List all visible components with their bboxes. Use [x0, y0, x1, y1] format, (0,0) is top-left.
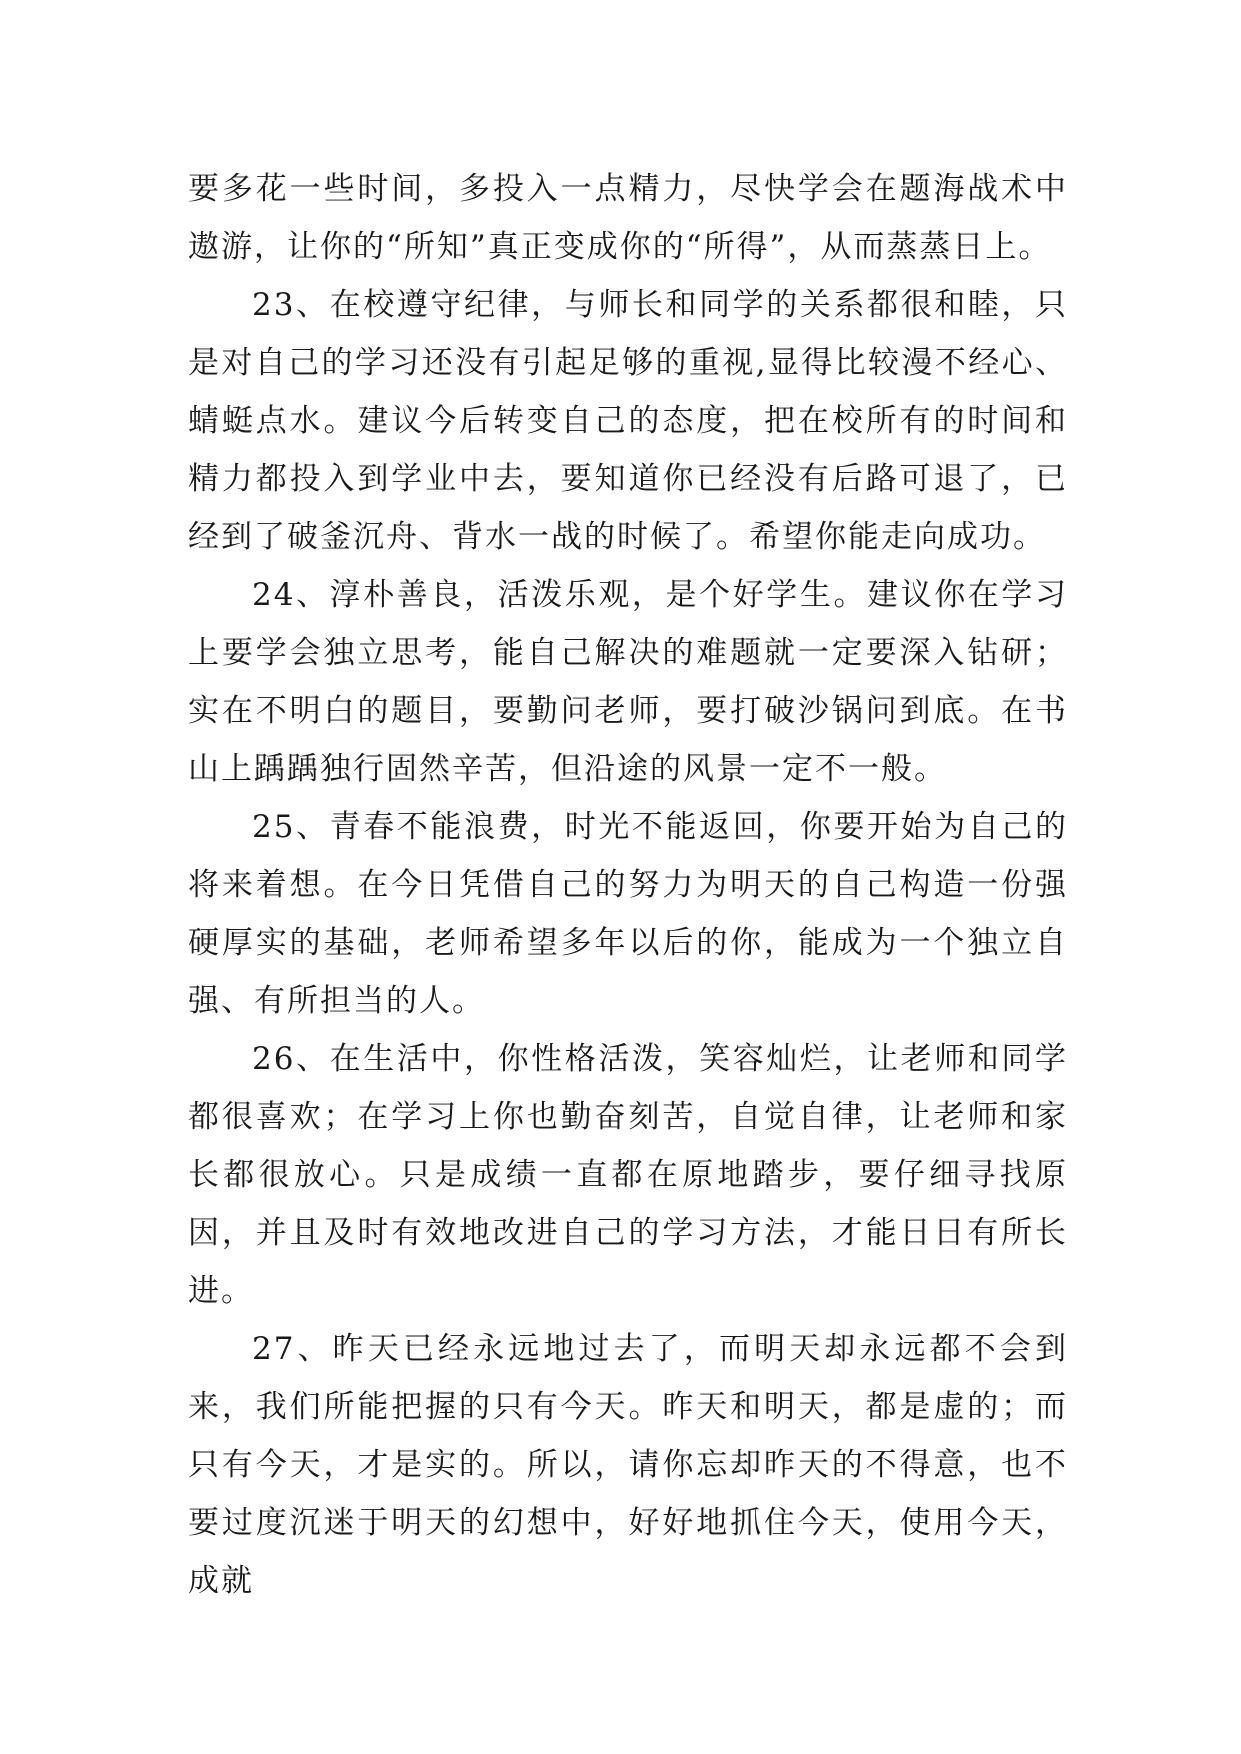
paragraph-comment-25: 25、青春不能浪费，时光不能返回，你要开始为自己的将来着想。在今日凭借自己的努力为明天的自己构造一份强硬厚实的基础，老师希望多年以后的你，能成为一个独立自强、有所担当的人。 — [188, 809, 1068, 1019]
document-body — [188, 160, 1068, 1610]
paragraph-continuation: 要多花一些时间，多投入一点精力，尽快学会在题海战术中遨游，让你的“所知”真正变成你的“所得”，从而蒸蒸日上。 — [188, 171, 1068, 265]
paragraph-comment-24: 24、淳朴善良，活泼乐观，是个好学生。建议你在学习上要学会独立思考，能自己解决的难题就一定要深入钻研；实在不明白的题目，要勤问老师，要打破沙锅问到底。在书山上踽踽独行固然辛苦，但沿途的风景一定不一般。 — [188, 577, 1068, 787]
paragraph-comment-27: 27、昨天已经永远地过去了，而明天却永远都不会到来，我们所能把握的只有今天。昨天和明天，都是虚的；而只有今天，才是实的。所以，请你忘却昨天的不得意，也不要过度沉迷于明天的幻想中，好好地抓住今天，使用今天，成就 — [188, 1331, 1068, 1599]
paragraph-comment-26: 26、在生活中，你性格活泼，笑容灿烂，让老师和同学都很喜欢；在学习上你也勤奋刻苦，自觉自律，让老师和家长都很放心。只是成绩一直都在原地踏步，要仔细寻找原因，并且及时有效地改进自己的学习方法，才能日日有所长进。 — [188, 1041, 1068, 1309]
paragraph-comment-23: 23、在校遵守纪律，与师长和同学的关系都很和睦，只是对自己的学习还没有引起足够的重视,显得比较漫不经心、蜻蜓点水。建议今后转变自己的态度，把在校所有的时间和精力都投入到学业中去，要知道你已经没有后路可退了，已经到了破釜沉舟、背水一战的时候了。希望你能走向成功。 — [188, 287, 1068, 555]
